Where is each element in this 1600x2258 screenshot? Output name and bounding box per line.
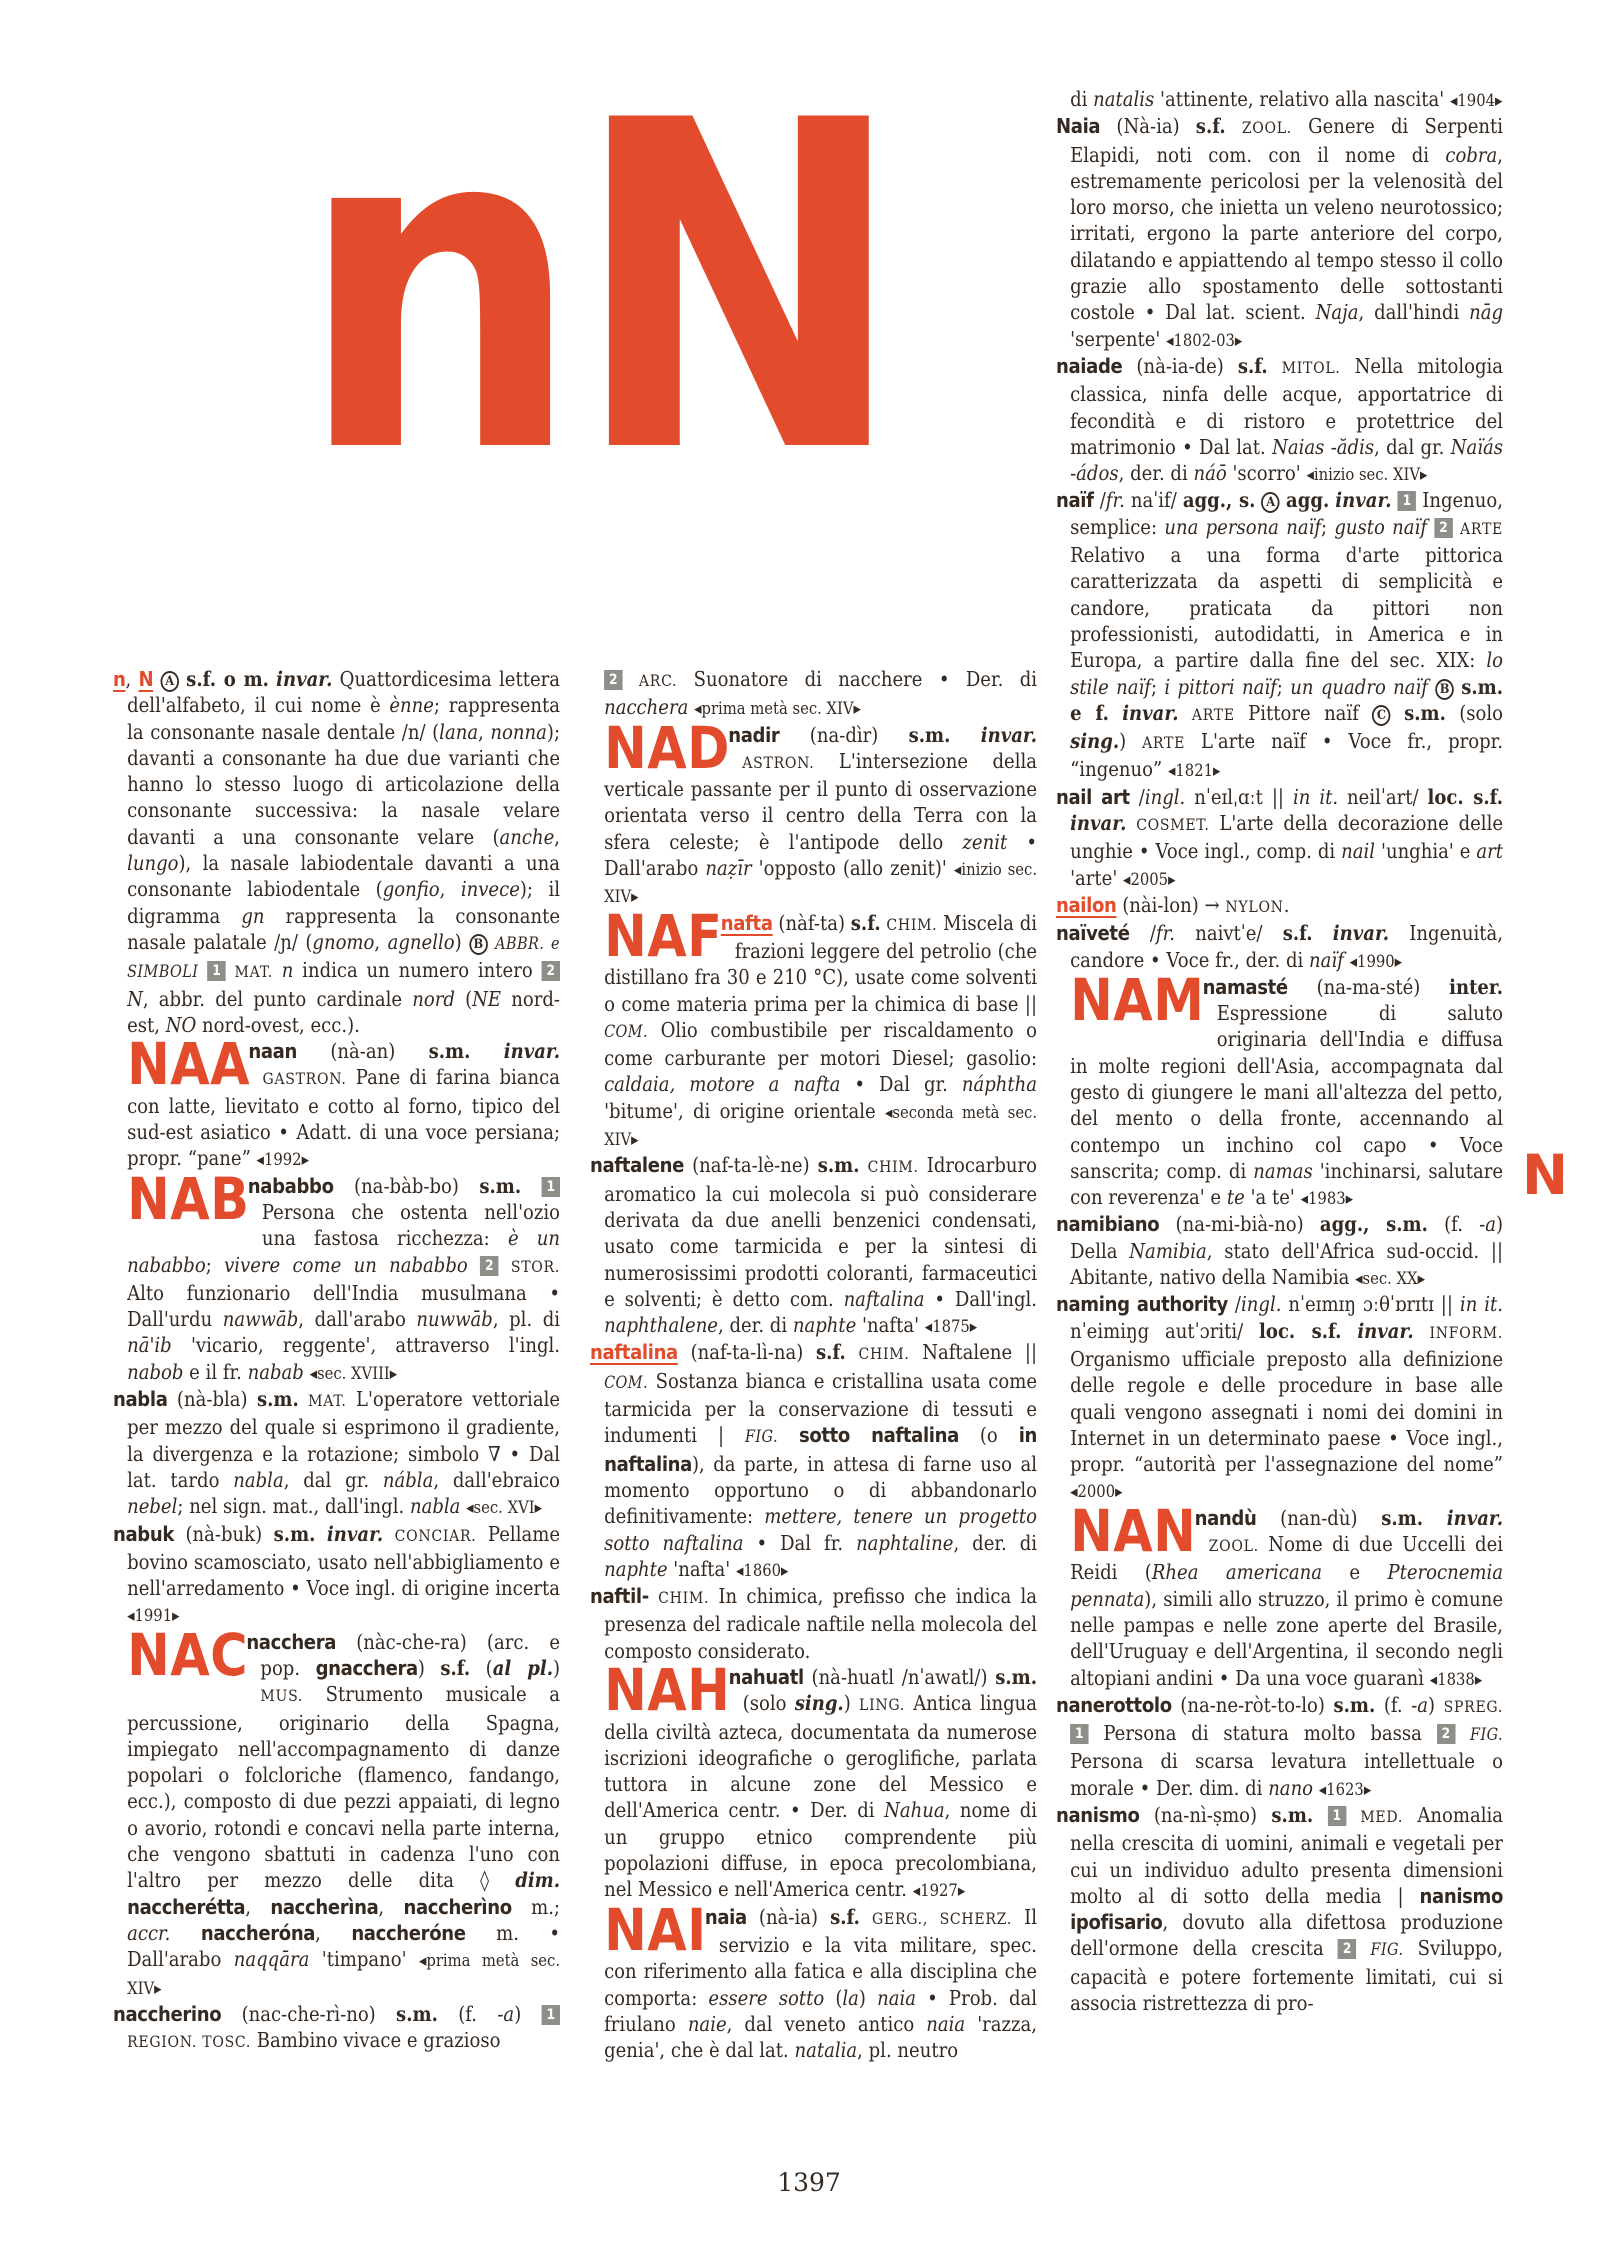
dictionary-entry: naiade (nà-ia-de) s.f. MITOL. Nella mitologia classica, ninfa delle acque, apportatrice di fecondità e di ristoro e protettrice del matrimonio • Dal lat. Naias -ădis, dal gr. Naïás -ádos, der. di náō 'scorro' ◂inizio sec. XIV▸: [1056, 353, 1504, 486]
dictionary-entry: NAN nandù (nan-dù) s.m. invar. ZOOL. Nome di due Uccelli dei Reidi (Rhea americana e Pterocnemia pennata), simili allo struzzo, il primo è comune nelle pampas e nelle zone aperte del Brasile, dell'Uruguay e dell'Argentina, il secondo negli altopiani andini • Da una voce guaranì ◂1838▸: [1070, 1496, 1504, 1690]
headword-naftalene: naftalene: [590, 1153, 684, 1178]
dictionary-entry: naccherino (nac-che-rì-no) s.m. (f. -a) 1 REGION. TOSC. Bambino vivace e grazioso: [113, 2001, 560, 2056]
section-label-NAN: NAN: [1070, 1496, 1197, 1565]
dictionary-entry: NAB nababbo (na-bàb-bo) s.m. 1 Persona che ostenta nell'ozio una fastosa ricchezza: è un nababbo; vivere come un nababbo 2 STOR. Alto funzionario dell'India musulmana • Dall'urdu nawwāb, dall'arabo nuwwāb, pl. di nā'ib 'vicario, reggente', attraverso l'ingl. nabob e il fr. nabab ◂sec. XVIII▸: [127, 1164, 561, 1384]
headword-naivete: naïveté: [1056, 921, 1130, 946]
headword-namaste: namasté: [1202, 974, 1288, 999]
dictionary-entry: NAD nadir (na-dìr) s.m. invar. ASTRON. L'intersezione della verticale passante per il punto di osservazione orientata verso il centro della Terra con la sfera celeste; è l'antipode dello zenit • Dall'arabo naẓīr 'opposto (allo zenit)' ◂inizio sec. XIV▸: [604, 713, 1038, 907]
text-column-1: [113, 666, 560, 2148]
headword-nail-art: nail art: [1056, 784, 1130, 809]
sense-number-1: 1: [207, 961, 225, 981]
dictionary-entry: naftalene (naf-ta-lè-ne) s.m. CHIM. Idrocarburo aromatico la cui molecola si può considerare derivata da due anelli benzenici condensati, usato come tarmicida e per la sintesi di numerosissimi prodotti coloranti, farmaceutici e solventi; è detto com. naftalina • Dall'ingl. naphthalene, der. di naphte 'nafta' ◂1875▸: [590, 1153, 1038, 1338]
headword-nandu: nandù: [1194, 1505, 1257, 1530]
section-label-NAA: NAA: [127, 1030, 251, 1099]
dictionary-entry: nabla (nà-bla) s.m. MAT. L'operatore vettoriale per mezzo del quale si esprimono il gradiente, la divergenza e la rotazione; simbolo ∇ • Dal lat. tardo nabla, dal gr. nábla, dall'ebraico nebel; nel sign. mat., dall'ingl. nabla ◂sec. XVI▸: [113, 1387, 561, 1519]
sense-letter-A: A: [160, 671, 178, 692]
headword-naming-authority: naming authority: [1056, 1292, 1228, 1317]
headword-nacchera: nacchera: [246, 1629, 337, 1654]
section-label-NAD: NAD: [604, 713, 730, 782]
section-label-NAM: NAM: [1070, 965, 1205, 1034]
section-label-NAI: NAI: [604, 1895, 707, 1964]
headword-nabla: nabla: [113, 1387, 168, 1412]
headword-link-N[interactable]: N: [138, 667, 154, 691]
dictionary-entry: nailon (nài-lon) → NYLON.: [1056, 892, 1290, 917]
dictionary-entry: naftalina (naf-ta-lì-na) s.f. CHIM. Naftalene || COM. Sostanza bianca e cristallina usata come tarmicida per la conservazione di tessuti e indumenti | FIG. sotto naftalina (o in naftalina), da parte, in attesa di farne uso al momento opportuno o di abbandonarlo definitivamente: mettere, tenere un progetto sotto naftalina • Dal fr. naphtaline, der. di naphte 'nafta' ◂1860▸: [590, 1340, 1038, 1581]
dictionary-entry: namibiano (na-mi-bià-no) agg., s.m. (f. -a) Della Namibia, stato dell'Africa sud-occid. || Abitante, nativo della Namibia ◂sec. XX▸: [1056, 1212, 1504, 1290]
dictionary-entry: 2 ARC. Suonatore di nacchere • Der. di nacchera ◂prima metà sec. XIV▸: [604, 667, 1038, 720]
headword-naccherino: naccherino: [113, 2001, 222, 2026]
dictionary-entry: naftil- CHIM. In chimica, prefisso che indica la presenza del radicale naftile nella molecola del composto considerato.: [590, 1584, 1038, 1663]
section-label-NAF: NAF: [604, 901, 723, 970]
section-label-NAC: NAC: [127, 1620, 249, 1689]
headword-link-nailon[interactable]: nailon: [1056, 892, 1117, 917]
headword-naia: naia: [704, 1904, 747, 1929]
section-label-NAH: NAH: [604, 1655, 731, 1724]
dictionary-entry: NAF nafta (nàf-ta) s.f. CHIM. Miscela di frazioni leggere del petrolio (che distillano fra 30 e 210 °C), usate come solventi o come materia prima per la chimica di base || COM. Olio combustibile per riscaldamento o come carburante per motori Diesel; gasolio: caldaia, motore a nafta • Dal gr. náphtha 'bitume', di origine orientale ◂seconda metà sec. XIV▸: [604, 901, 1038, 1150]
headword-nabuk: nabuk: [113, 1521, 175, 1546]
dictionary-entry: nail art /ingl. nˈeɪlˌɑːt || in it. neilˈart/ loc. s.f. invar. COSMET. L'arte della decorazione delle unghie • Voce ingl., comp. di nail 'unghia' e art 'arte' ◂2005▸: [1056, 784, 1504, 890]
page-number: 1397: [777, 2168, 841, 2197]
headword-naif: naïf: [1056, 488, 1094, 513]
dictionary-entry: naming authority /ingl. nˈeɪmɪŋ ɔːθˈɒrɪtɪ || in it. nˈeimiŋg autˈɔriti/ loc. s.f. invar. INFORM. Organismo ufficiale preposto alla definizione delle regole e delle procedure in base alle quali vengono assegnati i nomi dei domini in Internet in un determinato paese • Voce ingl., propr. “autorità per l'assegnazione del nome” ◂2000▸: [1056, 1292, 1504, 1502]
headword-Naia: Naia: [1056, 114, 1101, 139]
dictionary-entry: NAI naia (nà-ia) s.f. GERG., SCHERZ. Il servizio e la vita militare, spec. con riferimento alla fatica e alla disciplina che comporta: essere sotto (la) naia • Prob. dal friulano naie, dal veneto antico naia 'razza, genia', che è dal lat. natalia, pl. neutro: [604, 1895, 1038, 2063]
headword-nanismo: nanismo: [1056, 1803, 1140, 1827]
headword-nadir: nadir: [728, 722, 780, 747]
sense-letter-B: B: [469, 934, 487, 955]
headword-nababbo: nababbo: [247, 1173, 334, 1198]
dictionary-entry: NAA naan (nà-an) s.m. invar. GASTRON. Pane di farina bianca con latte, lievitato e cotto al forno, tipico del sud-est asiatico • Adatt. di una voce persiana; propr. “pane” ◂1992▸: [127, 1030, 561, 1171]
chapter-letters-graphic: nN: [298, 25, 897, 552]
dictionary-entry: nanerottolo (na-ne-ròt-to-lo) s.m. (f. -a) SPREG. 1 Persona di statura molto bassa 2 FIG. Persona di scarsa levatura intellettuale o morale • Der. dim. di nano ◂1623▸: [1056, 1692, 1504, 1800]
dictionary-entry: NAM namasté (na-ma-sté) inter. Espressione di saluto originaria dell'India e diffusa in molte regioni dell'Asia, accompagnata dal gesto di giungere le mani all'altezza del petto, del mento o della fronte, accennando al contempo un inchino col capo • Voce sanscrita; comp. di namas 'inchinarsi, salutare con reverenza' e te 'a te' ◂1983▸: [1070, 965, 1504, 1210]
text-column-2: [590, 666, 1037, 2148]
dictionary-entry: nabuk (nà-buk) s.m. invar. CONCIAR. Pellame bovino scamosciato, usato nell'abbigliamento e nell'arredamento • Voce ingl. di origine incerta ◂1991▸: [113, 1521, 561, 1626]
section-label-NAB: NAB: [127, 1164, 250, 1233]
thumb-index-letter: N: [1522, 1143, 1569, 1207]
sense-number-2: 2: [542, 961, 560, 981]
dictionary-entry: NAC nacchera (nàc-che-ra) (arc. e pop. gnacchera) s.f. (al pl.) MUS. Strumento musicale a percussione, originario della Spagna, impiegato nell'accompagnamento di danze popolari o folcloriche (flamenco, fandango, ecc.), composto di due pezzi appaiati, di legno o avorio, rotondi e concavi nella parte interna, che vengono sbattuti in cadenza l'uno con l'altro per mezzo delle dita ◊ dim. naccherétta, naccherìna, naccherìno m.; accr. naccheróna, naccheróne m. • Dall'arabo naqqāra 'timpano' ◂prima metà sec. XIV▸: [127, 1620, 561, 1998]
headword-nanerottolo: nanerottolo: [1056, 1692, 1172, 1717]
headword-naiade: naiade: [1056, 353, 1123, 378]
dictionary-entry: Naia (Nà-ia) s.f. ZOOL. Genere di Serpenti Elapidi, noti com. con il nome di cobra, estremamente pericolosi per la velenosità del loro morso, che inietta un veleno neurotossico; irritati, ergono la parte anteriore del corpo, dilatando e appiattendo al tempo stesso il collo grazie allo spostamento delle sottostanti costole • Dal lat. scient. Naja, dall'hindi nāg 'serpente' ◂1802-03▸: [1056, 114, 1504, 351]
headword-link-nafta[interactable]: nafta: [720, 910, 773, 935]
dictionary-entry: naïveté /fr. naivtˈe/ s.f. invar. Ingenuità, candore • Voce fr., der. di naïf ◂1990▸: [1056, 921, 1504, 972]
headword-nahuatl: nahuatl: [728, 1664, 804, 1689]
dictionary-entry: n, N A s.f. o m. invar. Quattordicesima lettera dell'alfabeto, il cui nome è ènne; rappresenta la consonante nasale dentale /n/ (lana, nonna); davanti a consonante ha due due varianti che hanno lo stesso luogo di articolazione della consonante successiva: la nasale velare davanti a una consonante velare (anche, lungo), la nasale labiodentale davanti a una consonante labiodentale (gonfio, invece); il digramma gn rappresenta la consonante nasale palatale /ɲ/ (gnomo, agnello) B ABBR. e SIMBOLI 1 MAT. n indica un numero intero 2 N, abbr. del punto cardinale nord (NE nord-est, NO nord-ovest, ecc.).: [113, 667, 561, 1037]
headword-link-naftalina[interactable]: naftalina: [590, 1340, 678, 1365]
dictionary-entry: naïf /fr. naˈif/ agg., s. A agg. invar. 1 Ingenuo, semplice: una persona naïf; gusto naïf 2 ARTE Relativo a una forma d'arte pittorica caratterizzata da aspetti di semplicità e candore, praticata da pittori non professionisti, autodidatti, in America e in Europa, a partire dalla fine del sec. XIX: lo stile naïf; i pittori naïf; un quadro naïf B s.m. e f. invar. ARTE Pittore naïf C s.m. (solo sing.) ARTE L'arte naïf • Voce fr., propr. “ingenuo” ◂1821▸: [1056, 488, 1504, 782]
dictionary-entry: di natalis 'attinente, relativo alla nascita' ◂1904▸: [1070, 87, 1503, 111]
dictionary-entry: nanismo (na-nì-ṣmo) s.m. 1 MED. Anomalia nella crescita di uomini, animali e vegetali per cui un individuo adulto presenta dimensioni molto al di sotto della media | nanismo ipofisario, dovuto alla difettosa produzione dell'ormone della crescita 2 FIG. Sviluppo, capacità e potere fortemente limitati, cui si associa ristrettezza di pro-: [1056, 1803, 1504, 2016]
text-column-3: [1056, 86, 1503, 2148]
headword-link-n[interactable]: n: [113, 667, 126, 691]
dictionary-entry: NAH nahuatl (nà-huatl /nˈawatl/) s.m. (solo sing.) LING. Antica lingua della civiltà azteca, documentata da numerose iscrizioni ideografiche o geroglifiche, parlata tuttora in alcune zone del Messico e dell'America centr. • Der. di Nahua, nome di un gruppo etnico comprendente più popolazioni diffuse, in epoca precolombiana, nel Messico e nell'America centr. ◂1927▸: [604, 1655, 1038, 1902]
headword-naftil: naftil-: [590, 1584, 649, 1609]
headword-naan: naan: [248, 1039, 298, 1064]
headword-namibiano: namibiano: [1056, 1212, 1160, 1237]
